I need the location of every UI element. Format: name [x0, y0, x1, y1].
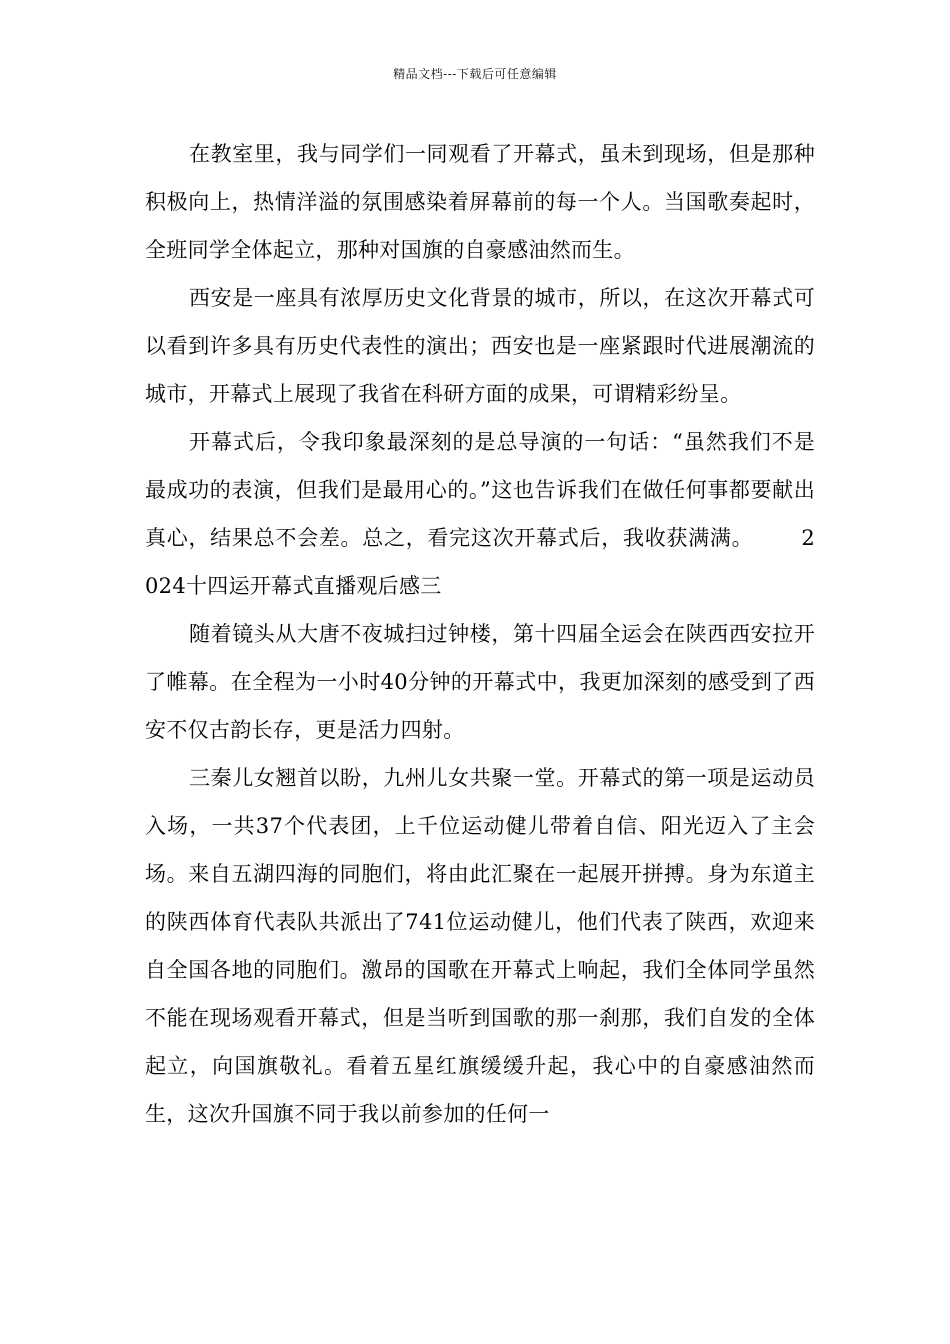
- paragraph-2-text: 西安是一座具有浓厚历史文化背景的城市，所以，在这次开幕式可以看到许多具有历史代表性的演出；西安也是一座紧跟时代进展潮流的城市，开幕式上展现了我省在科研方面的成果，可谓精彩纷呈。: [145, 286, 815, 406]
- paragraph-4: [145, 610, 815, 754]
- paragraph-4-text: 随着镜头从大唐不夜城扫过钟楼，第十四届全运会在陕西西安拉开了帷幕。在全程为一小时40分钟的开幕式中，我更加深刻的感受到了西安不仅古韵长存，更是活力四射。: [145, 622, 815, 742]
- paragraph-3-text: 开幕式后，令我印象最深刻的是总导演的一句话：“虽然我们不是最成功的表演，但我们是最用心的。”这也告诉我们在做任何事都要献出真心，结果总不会差。总之，看完这次开幕式后，我收获满满。: [145, 430, 815, 550]
- page-header: 精品文档---下载后可任意编辑: [393, 67, 557, 81]
- paragraph-2: [145, 274, 815, 418]
- paragraph-1: [145, 130, 815, 274]
- paragraph-3: [145, 418, 815, 610]
- paragraph-5-text: 三秦儿女翘首以盼，九州儿女共聚一堂。开幕式的第一项是运动员入场，一共37个代表团，上千位运动健儿带着自信、阳光迈入了主会场。来自五湖四海的同胞们，将由此汇聚在一起展开拼搏。身为东道主的陕西体育代表队共派出了741位运动健儿，他们代表了陕西，欢迎来自全国各地的同胞们。激昂的国歌在开幕式上响起，我们全体同学虽然不能在现场观看开幕式，但是当听到国歌的那一刹那，我们自发的全体起立，向国旗敬礼。看着五星红旗缓缓升起，我心中的自豪感油然而生，这次升国旗不同于我以前参加的任何一: [145, 766, 815, 1126]
- document-body: [145, 130, 815, 1138]
- section-title-inline: 2024十四运开幕式直播观后感三: [145, 526, 815, 598]
- paragraph-1-text: 在教室里，我与同学们一同观看了开幕式，虽未到现场，但是那种积极向上，热情洋溢的氛围感染着屏幕前的每一个人。当国歌奏起时，全班同学全体起立，那种对国旗的自豪感油然而生。: [145, 142, 815, 262]
- paragraph-5: [145, 754, 815, 1138]
